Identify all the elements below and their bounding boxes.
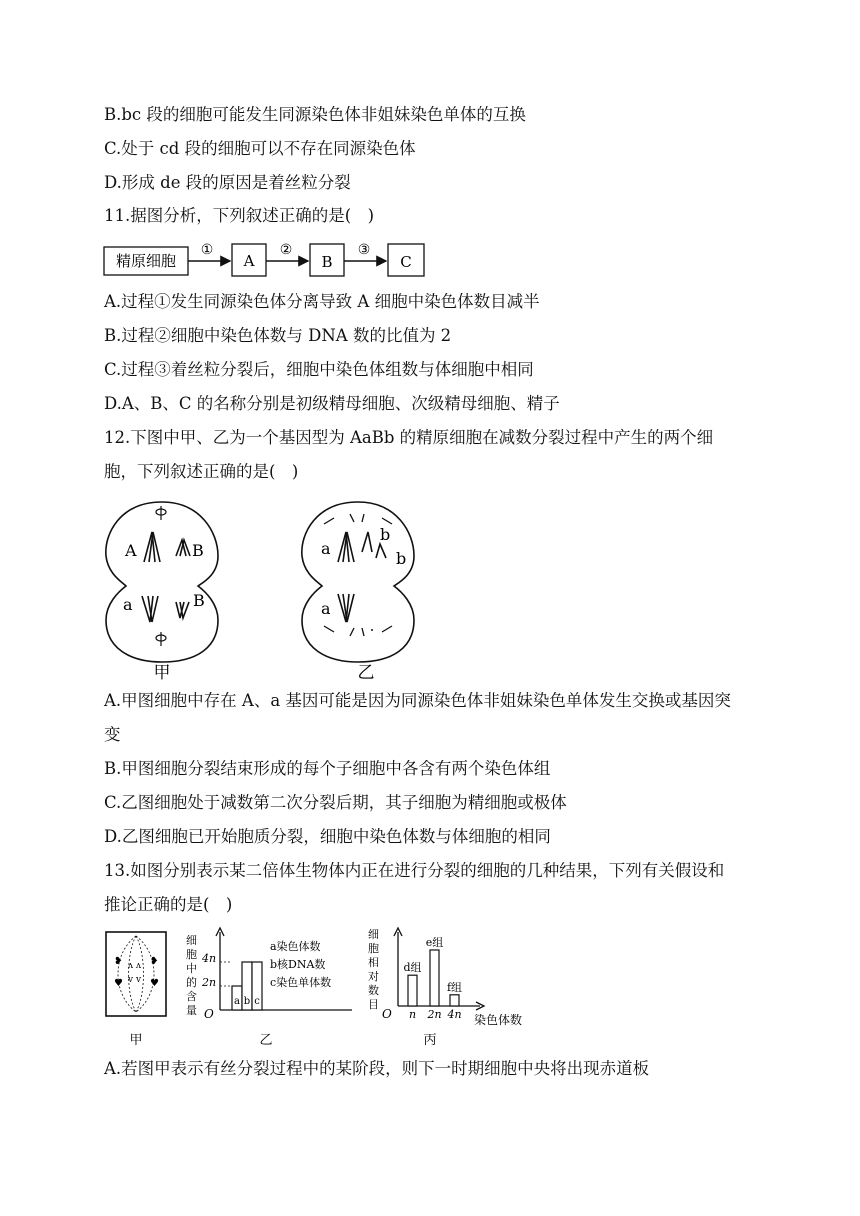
q11-option-c: C.过程③着丝粒分裂后，细胞中染色体组数与体细胞中相同 (104, 360, 534, 379)
svg-text:❥: ❥ (150, 956, 159, 967)
q13-bing-bar-1 (430, 950, 439, 1006)
svg-text:的: 的 (186, 976, 197, 989)
q13-bing-xtick-0: n (408, 1008, 417, 1021)
svg-text:❥: ❥ (114, 956, 123, 967)
q10-option-b: B.bc 段的细胞可能发生同源染色体非姐妹染色单体的互换 (104, 105, 526, 124)
flow-box-b-label: B (321, 253, 333, 271)
q13-bing-xlabel: 染色体数 (473, 1013, 523, 1027)
svg-text:ʌ ʌ: ʌ ʌ (128, 961, 142, 971)
q13-bing-group-label-2: f组 (446, 980, 463, 994)
q12-cell-figure (100, 494, 430, 684)
cell-jia-caption: 甲 (153, 663, 171, 683)
q13-option-a: A.若图甲表示有丝分裂过程中的某阶段，则下一时期细胞中央将出现赤道板 (104, 1059, 650, 1078)
svg-text:量: 量 (186, 1004, 197, 1017)
q11-stem: 11.据图分析，下列叙述正确的是( ) (104, 206, 375, 225)
q13-yi-legend-b: b核DNA数 (270, 958, 326, 971)
flow-step-2: ② (279, 242, 293, 258)
q12-stem-line1: 12.下图中甲、乙为一个基因型为 AaBb 的精原细胞在减数分裂过程中产生的两个细 (104, 428, 714, 447)
svg-text:♥: ♥ (114, 978, 123, 989)
q13-yi-tick-4n: 4n (202, 952, 217, 965)
svg-text:细: 细 (368, 928, 379, 941)
q13-bing-bar-2 (450, 995, 459, 1006)
flow-box-a-label: A (243, 252, 255, 270)
cell-yi-outline (302, 502, 414, 662)
svg-text:中: 中 (186, 962, 197, 975)
cell-jia-label-3: a (123, 595, 133, 614)
q11-option-b: B.过程②细胞中染色体数与 DNA 数的比值为 2 (104, 326, 452, 345)
q13-figure (100, 924, 540, 1050)
cell-yi-label-2: b (380, 525, 391, 544)
q12-stem-line2: 胞，下列叙述正确的是( ) (104, 462, 299, 481)
cell-jia-label-2: B (192, 541, 204, 560)
q13-bing-chart (368, 928, 522, 1048)
cell-yi-label-1: a (321, 539, 331, 558)
q10-option-c: C.处于 cd 段的细胞可以不存在同源染色体 (104, 139, 416, 158)
cell-jia-label-4: B (193, 591, 205, 610)
q13-stem-line1: 13.如图分别表示某二倍体生物体内正在进行分裂的细胞的几种结果，下列有关假设和 (104, 861, 725, 880)
q13-yi-bar-label-c: c (254, 996, 260, 1007)
cell-yi-label-4: a (321, 599, 331, 618)
flow-step-1: ① (200, 242, 214, 258)
q12-option-a-line1: A.甲图细胞中存在 A、a 基因可能是因为同源染色体非姐妹染色单体发生交换或基因突 (104, 691, 731, 710)
q11-option-d: D.A、B、C 的名称分别是初级精母细胞、次级精母细胞、精子 (104, 394, 560, 413)
flow-box-c-label: C (400, 253, 412, 271)
q13-caption-jia: 甲 (129, 1033, 143, 1048)
q13-bing-bar-0 (408, 975, 417, 1006)
q13-bing-xtick-1: 2n (427, 1008, 442, 1021)
q12-option-a-line2: 变 (104, 725, 121, 744)
cell-yi-caption: 乙 (357, 663, 375, 683)
q13-yi-chart (186, 928, 352, 1048)
svg-text:胞: 胞 (186, 948, 197, 961)
q13-yi-bar-label-b: b (243, 996, 251, 1007)
q13-bing-group-label-0: d组 (403, 961, 422, 975)
svg-text:v v: v v (128, 975, 142, 985)
q13-yi-legend-c: c染色单体数 (270, 976, 332, 989)
q13-caption-bing: 丙 (423, 1033, 437, 1048)
q11-option-a: A.过程①发生同源染色体分离导致 A 细胞中染色体数目减半 (104, 292, 540, 311)
q13-stem-line2: 推论正确的是( ) (104, 895, 233, 914)
q13-yi-ylabel-1: 细 (186, 934, 197, 947)
cell-jia-label-1: A (125, 541, 137, 560)
flow-step-3: ③ (357, 242, 371, 258)
svg-text:含: 含 (186, 990, 197, 1003)
q13-caption-yi: 乙 (259, 1033, 273, 1048)
q12-option-b: B.甲图细胞分裂结束形成的每个子细胞中各含有两个染色体组 (104, 759, 551, 778)
cell-jia-outline (106, 502, 218, 662)
q13-yi-origin: O (204, 1007, 214, 1021)
q13-bing-origin: O (382, 1007, 392, 1021)
svg-text:对: 对 (368, 970, 379, 983)
svg-text:胞: 胞 (368, 942, 379, 955)
q12-option-d: D.乙图细胞已开始胞质分裂，细胞中染色体数与体细胞的相同 (104, 827, 551, 846)
q12-option-c: C.乙图细胞处于减数第二次分裂后期，其子细胞为精细胞或极体 (104, 793, 567, 812)
q13-jia-box (106, 932, 166, 1016)
q13-bing-xtick-2: 4n (447, 1008, 462, 1021)
q13-yi-legend-a: a染色体数 (270, 940, 321, 953)
q11-flow-diagram (100, 238, 440, 282)
q10-option-d: D.形成 de 段的原因是着丝粒分裂 (104, 173, 351, 192)
cell-yi-label-3: b (396, 549, 407, 568)
svg-text:相: 相 (368, 956, 379, 969)
q13-yi-bar-label-a: a (234, 996, 240, 1007)
flow-start-label: 精原细胞 (115, 252, 177, 270)
q13-yi-tick-2n: 2n (202, 976, 217, 989)
svg-text:数: 数 (368, 984, 379, 997)
svg-text:目: 目 (368, 998, 379, 1011)
svg-text:♥: ♥ (150, 978, 159, 989)
q13-bing-group-label-1: e组 (425, 936, 444, 949)
